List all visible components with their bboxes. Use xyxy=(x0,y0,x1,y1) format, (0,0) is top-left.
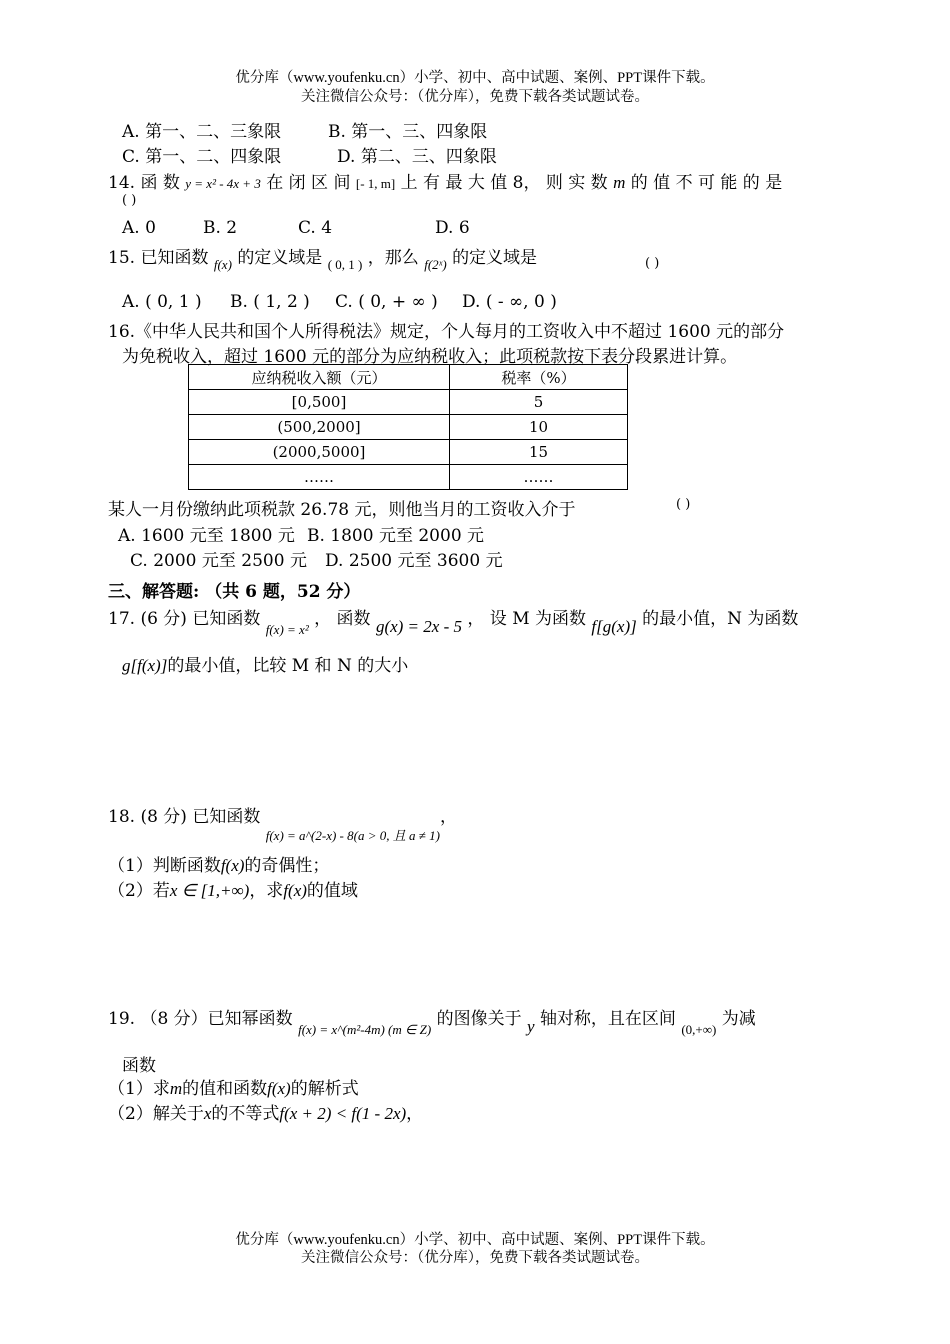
table-row xyxy=(189,465,628,490)
q16-option-b: B. 1800 元至 2000 元 xyxy=(307,526,485,546)
q18-part-1: （1）判断函数f(x)的奇偶性； xyxy=(108,856,330,876)
q19-part-1: （1）求m的值和函数f(x)的解析式 xyxy=(108,1079,359,1099)
q16-option-a: A. 1600 元至 1800 元 xyxy=(118,526,295,546)
q16-line-1: 16.《中华人民共和国个人所得税法》规定，个人每月的工资收入中不超过 1600 元的部分 xyxy=(108,322,785,342)
q19-line-2: 函数 xyxy=(122,1056,156,1076)
footer-line-1: 优分库（www.youfenku.cn）小学、初中、高中试题、案例、PPT课件下载。 xyxy=(235,1232,715,1248)
table-cell: 5 xyxy=(450,390,628,415)
q19-f: f(x) = x^(m²-4m) (m ∈ Z) xyxy=(298,1022,432,1037)
q15-option-c: C. ( 0, + ∞ ) xyxy=(335,292,438,312)
table-row xyxy=(189,440,628,465)
q16-answer-paren: ( ) xyxy=(676,497,691,512)
q16-line-2: 为免税收入，超过 1600 元的部分为应纳税收入；此项税款按下表分段累进计算。 xyxy=(122,347,738,367)
q14-option-c: C. 4 xyxy=(298,218,333,238)
table-cell: (500,2000] xyxy=(189,415,450,440)
table-row xyxy=(189,390,628,415)
q18-part-2: （2）若x ∈ [1,+∞)，求f(x)的值域 xyxy=(108,881,358,901)
table-cell: 15 xyxy=(450,440,628,465)
q14-option-a: A. 0 xyxy=(122,218,156,238)
table-cell: 10 xyxy=(450,415,628,440)
q17-g: g(x) = 2x - 5 xyxy=(375,617,462,636)
q18-stem: 18. (8 分) 已知函数 $_{f(x) = a\^{}(2-x) - 8(a > 0, 且 a \ne 1)}$， xyxy=(108,807,457,843)
table-cell: …… xyxy=(450,465,628,490)
q17-line-2: g[f(x)]的最小值，比较 M 和 N 的大小 xyxy=(122,656,409,676)
q15-option-b: B. ( 1, 2 ) xyxy=(230,292,310,312)
q17-stem: 17. (6 分) 已知函数 $_{f(x) = x^2}$ ， 函数 g(x) = 2x - 5 ， 设 M 为函数 f[g(x)] 的最小值，N 为函数 xyxy=(108,609,799,637)
q16-option-d: D. 2500 元至 3600 元 xyxy=(325,551,503,571)
table-header-cell: 应纳税收入额（元） xyxy=(189,365,450,390)
q13-option-d: D. 第二、三、四象限 xyxy=(337,147,497,167)
q15-stem: 15. 已知函数 $_{f(x)}$ 的定义域是 $_{( 0, 1 )}$ ，那么 $_{f(2ˣ)}$ 的定义域是 xyxy=(108,248,538,272)
q14-stem: 14. 函 数 y = x² - 4x + 3 在 闭 区 间 [- 1, m] 上 有 最 大 值 8， 则 实 数 m 的 值 不 可 能 的 是 xyxy=(108,173,783,193)
table-cell: [0,500] xyxy=(189,390,450,415)
table-cell: (2000,5000] xyxy=(189,440,450,465)
q15-option-d: D. ( - ∞, 0 ) xyxy=(462,292,557,312)
section-3-title: 三、解答题: （共 6 题，52 分） xyxy=(108,582,361,602)
q15-answer-paren: ( ) xyxy=(645,256,660,271)
q15-option-a: A. ( 0, 1 ) xyxy=(122,292,202,312)
q14-answer-paren: ( ) xyxy=(122,193,137,208)
header-line-2: 关注微信公众号：（优分库），免费下载各类试题试卷。 xyxy=(301,89,649,105)
tax-rate-table xyxy=(188,364,628,490)
q17-fg: f[g(x)] xyxy=(591,617,637,636)
table-row xyxy=(189,415,628,440)
q19-stem: 19. （8 分）已知幂函数 $_{f(x) = x\^{}(m^2-4m) (m \in Z)}$ 的图像关于 y 轴对称，且在区间 $_{(0,+\infty)}$ 为减 xyxy=(108,1009,756,1037)
q14-function: y = x² - 4x + 3 xyxy=(185,176,261,191)
q14-interval: [- 1, m] xyxy=(355,176,396,191)
q14-option-b: B. 2 xyxy=(203,218,238,238)
q13-option-a: A. 第一、二、三象限 xyxy=(122,122,282,142)
table-cell: …… xyxy=(189,465,450,490)
header-line-1: 优分库（www.youfenku.cn）小学、初中、高中试题、案例、PPT课件下载。 xyxy=(235,70,715,86)
q14-option-d: D. 6 xyxy=(435,218,470,238)
q19-part-2: （2）解关于x的不等式f(x + 2) < f(1 - 2x)， xyxy=(108,1104,424,1124)
table-header-row xyxy=(189,365,628,390)
table-header-cell: 税率（%） xyxy=(450,365,628,390)
footer-line-2: 关注微信公众号：（优分库），免费下载各类试题试卷。 xyxy=(301,1250,649,1266)
q17-gf: g[f(x)] xyxy=(122,656,168,675)
q18-f: f(x) = a^(2-x) - 8(a > 0, 且 a ≠ 1) xyxy=(265,828,440,843)
q13-option-b: B. 第一、三、四象限 xyxy=(328,122,488,142)
q17-f: f(x) = x² xyxy=(265,622,309,637)
q13-option-c: C. 第一、二、四象限 xyxy=(122,147,282,167)
q16-question: 某人一月份缴纳此项税款 26.78 元，则他当月的工资收入介于 xyxy=(108,500,576,520)
q16-option-c: C. 2000 元至 2500 元 xyxy=(130,551,307,571)
